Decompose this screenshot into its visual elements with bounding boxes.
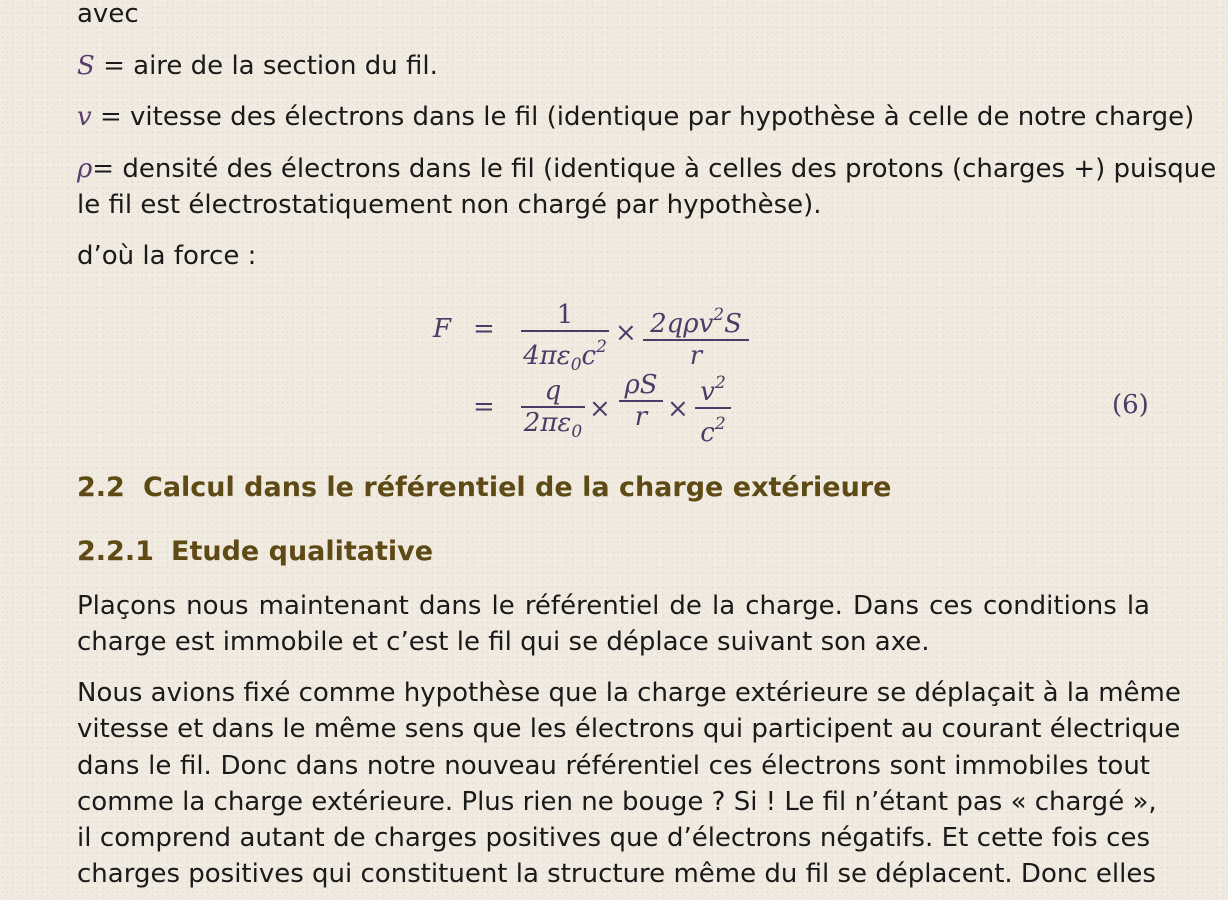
- paragraph2-line1: Nous avions fixé comme hypothèse que la charge extérieure se déplaçait à la même: [77, 678, 1181, 708]
- definition-rho-line1: [77, 151, 1217, 187]
- eq-equals-2: =: [473, 392, 495, 422]
- eq-equals-1: =: [473, 314, 495, 344]
- eq-lhs-F: F: [433, 314, 452, 344]
- paragraph2-line5: il comprend autant de charges positives que d’électrons négatifs. Et cette fois ces: [77, 823, 1150, 853]
- text-avec: avec: [77, 0, 139, 29]
- force-intro: d’où la force :: [77, 241, 257, 271]
- paragraph2-line6: charges positives qui constituent la structure même du fil se déplacent. Donc elles: [77, 859, 1156, 889]
- eq-frac-v2-over-c2: $v^2$ $c^2$: [695, 368, 731, 448]
- eq-frac-rhoS-over-r: ρS r: [619, 370, 663, 432]
- equals-sign: =: [103, 51, 125, 81]
- eq-times-2: ×: [589, 394, 611, 424]
- symbol-v: v: [77, 102, 92, 132]
- subsection-heading: [77, 536, 433, 567]
- definition-v-text: vitesse des électrons dans le fil (identique par hypothèse à celle de notre charge): [130, 102, 1195, 132]
- equals-sign: =: [99, 102, 122, 132]
- paragraph1-line2: charge est immobile et c’est le fil qui se déplace suivant son axe.: [77, 627, 930, 657]
- section-number: 2.2: [77, 472, 125, 503]
- definition-v: [77, 99, 1195, 135]
- definition-S-text: aire de la section du fil.: [133, 51, 438, 81]
- subsection-title: Etude qualitative: [171, 536, 434, 567]
- paragraph2-line3: dans le fil. Donc dans notre nouveau référentiel ces électrons sont immobiles tout: [77, 751, 1150, 781]
- definition-rho-line2: le fil est électrostatiquement non chargé par hypothèse).: [77, 190, 822, 220]
- symbol-S: S: [77, 51, 95, 81]
- equals-sign: =: [92, 154, 115, 184]
- eq-times-1: ×: [615, 318, 637, 348]
- paragraph2-line4: comme la charge extérieure. Plus rien ne bouge ? Si ! Le fil n’étant pas « chargé »,: [77, 787, 1157, 817]
- definition-S: [77, 48, 1150, 84]
- eq-times-3: ×: [667, 394, 689, 424]
- paragraph1-line1: Plaçons nous maintenant dans le référentiel de la charge. Dans ces conditions la: [77, 591, 1150, 621]
- definition-rho-text: densité des électrons dans le fil (identique à celles des protons (charges +) puisque: [122, 154, 1217, 184]
- section-heading: [77, 472, 891, 503]
- eq-frac-2qrhov2S-over-r: 2qρv$^2$S r: [643, 300, 749, 371]
- paragraph2-line2: vitesse et dans le même sens que les électrons qui participent au courant électrique: [77, 714, 1181, 744]
- symbol-rho: ρ: [77, 154, 93, 184]
- eq-frac-1-over-4pi-eps0-c2: 1 $4\pi\varepsilon_0c^2$: [521, 300, 609, 380]
- subsection-number: 2.2.1: [77, 536, 154, 567]
- section-title: Calcul dans le référentiel de la charge extérieure: [143, 472, 892, 503]
- equation-number: (6): [1112, 390, 1149, 420]
- eq-frac-q-over-2pi-eps0: q $2\pi\varepsilon_0$: [521, 376, 585, 447]
